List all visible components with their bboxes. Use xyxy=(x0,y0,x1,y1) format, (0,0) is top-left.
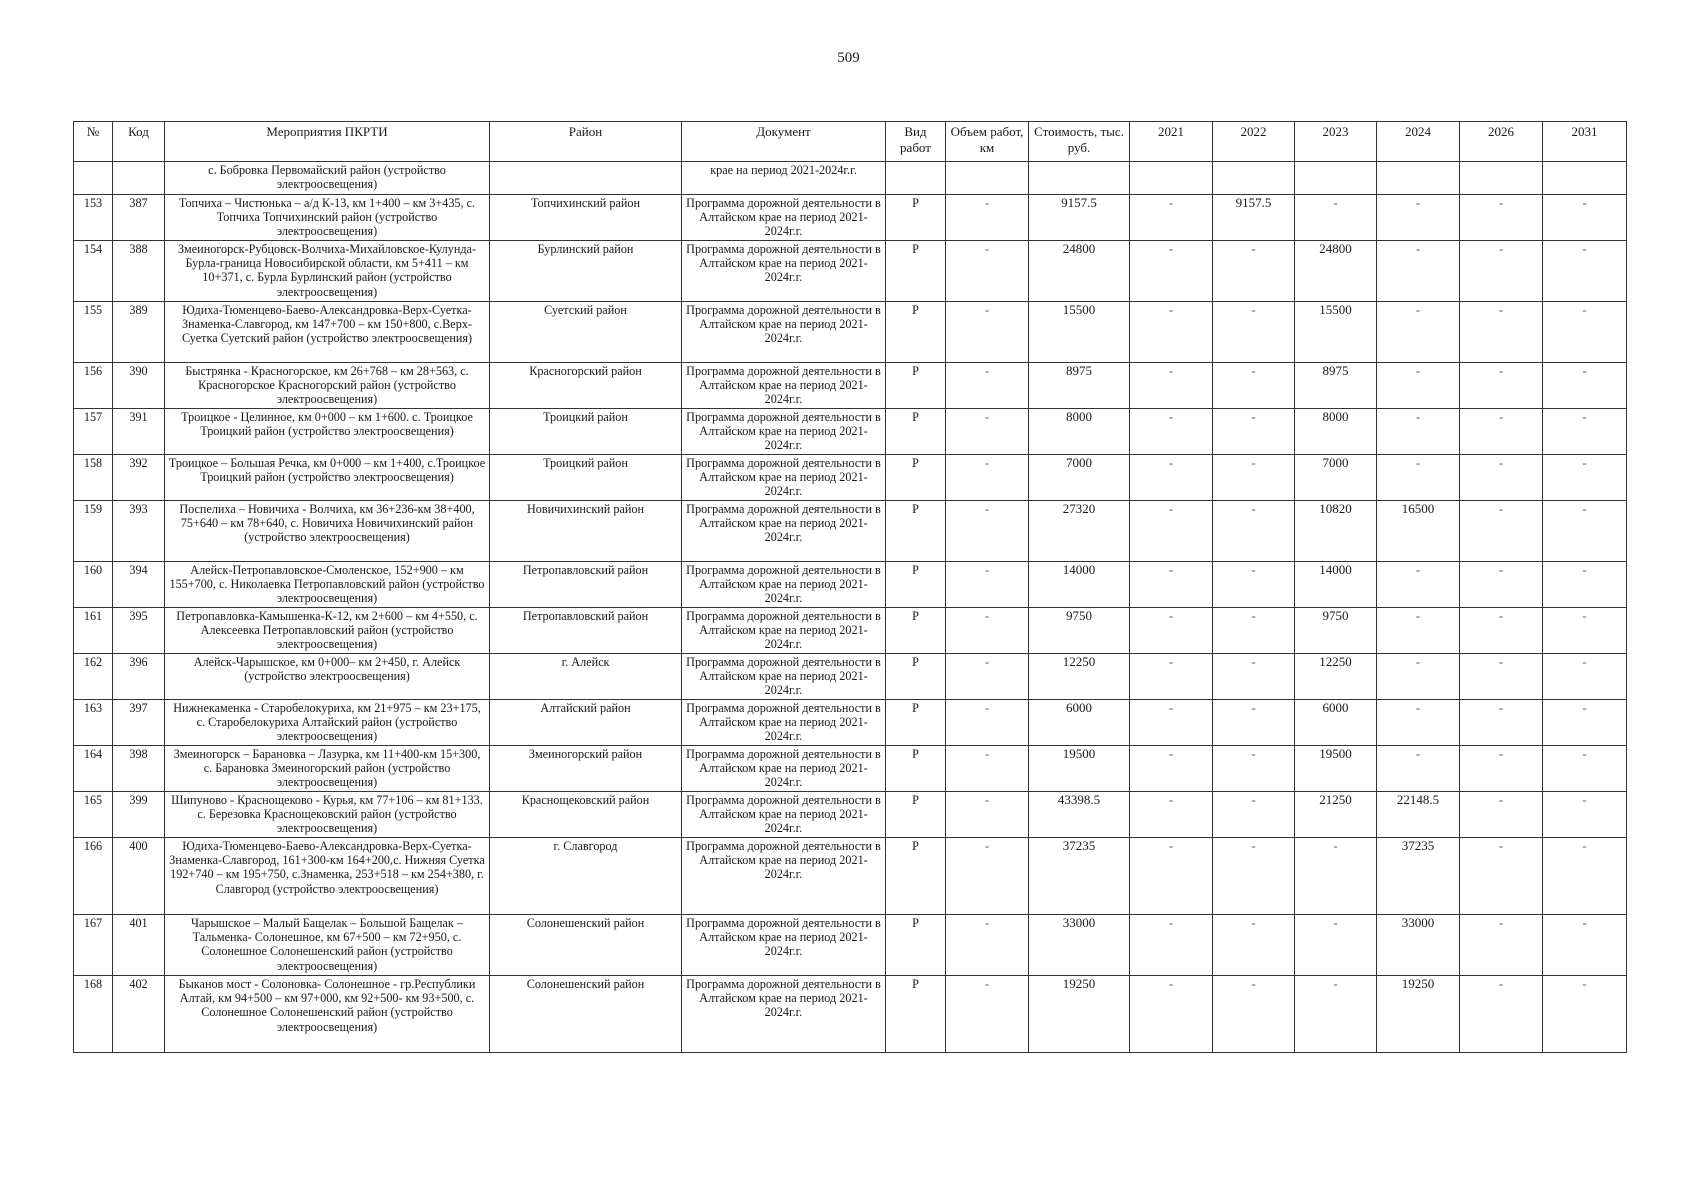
cell-event: Шипуново - Краснощеково - Курья, км 77+106 – км 81+133. с. Березовка Краснощековский район (устройство электроосвещения) xyxy=(165,792,490,838)
road-events-table xyxy=(73,121,1627,1053)
table-row xyxy=(74,195,1627,241)
header-no: № xyxy=(74,122,113,162)
table-row xyxy=(74,915,1627,976)
cell-cost: 9157.5 xyxy=(1029,195,1130,241)
table-body xyxy=(74,162,1627,1053)
cell-2023: 14000 xyxy=(1295,562,1377,608)
cell-district: г. Алейск xyxy=(490,654,682,700)
cell-no: 164 xyxy=(74,746,113,792)
cell-document: Программа дорожной деятельности в Алтайском крае на период 2021-2024г.г. xyxy=(682,654,886,700)
cell-2022: - xyxy=(1213,976,1295,1053)
table-row xyxy=(74,654,1627,700)
cell-2023 xyxy=(1295,162,1377,195)
cell-volume xyxy=(946,162,1029,195)
cell-2021: - xyxy=(1130,241,1213,302)
cell-type: Р xyxy=(886,976,946,1053)
header-2024: 2024 xyxy=(1377,122,1460,162)
cell-2024: - xyxy=(1377,409,1460,455)
cell-2031: - xyxy=(1543,241,1627,302)
cell-volume: - xyxy=(946,915,1029,976)
cell-volume: - xyxy=(946,608,1029,654)
cell-2023: 8000 xyxy=(1295,409,1377,455)
cell-cost: 8975 xyxy=(1029,363,1130,409)
cell-no: 166 xyxy=(74,838,113,915)
cell-cost: 27320 xyxy=(1029,501,1130,562)
cell-2031: - xyxy=(1543,363,1627,409)
cell-2031: - xyxy=(1543,700,1627,746)
cell-2021: - xyxy=(1130,409,1213,455)
cell-2021: - xyxy=(1130,700,1213,746)
header-code: Код xyxy=(113,122,165,162)
cell-volume: - xyxy=(946,562,1029,608)
cell-type: Р xyxy=(886,363,946,409)
cell-cost: 19250 xyxy=(1029,976,1130,1053)
cell-document: Программа дорожной деятельности в Алтайском крае на период 2021-2024г.г. xyxy=(682,608,886,654)
cell-2023: 10820 xyxy=(1295,501,1377,562)
cell-volume: - xyxy=(946,700,1029,746)
cell-district: г. Славгород xyxy=(490,838,682,915)
cell-type: Р xyxy=(886,915,946,976)
cell-2021: - xyxy=(1130,501,1213,562)
cell-2021: - xyxy=(1130,838,1213,915)
cell-2022: - xyxy=(1213,363,1295,409)
cell-2024: - xyxy=(1377,241,1460,302)
table-row xyxy=(74,302,1627,363)
cell-cost: 9750 xyxy=(1029,608,1130,654)
cell-code: 388 xyxy=(113,241,165,302)
cell-2023: 19500 xyxy=(1295,746,1377,792)
cell-2026 xyxy=(1460,162,1543,195)
cell-type: Р xyxy=(886,241,946,302)
cell-2022: - xyxy=(1213,241,1295,302)
cell-cost: 33000 xyxy=(1029,915,1130,976)
header-2021: 2021 xyxy=(1130,122,1213,162)
cell-event: Нижнекаменка - Старобелокуриха, км 21+975 – км 23+175, с. Старобелокуриха Алтайский район (устройство электроосвещения) xyxy=(165,700,490,746)
cell-2021: - xyxy=(1130,195,1213,241)
cell-2023: 21250 xyxy=(1295,792,1377,838)
header-volume: Объем работ, км xyxy=(946,122,1029,162)
cell-2023: 7000 xyxy=(1295,455,1377,501)
cell-2022: - xyxy=(1213,746,1295,792)
cell-code: 397 xyxy=(113,700,165,746)
cell-2026: - xyxy=(1460,792,1543,838)
cell-code: 391 xyxy=(113,409,165,455)
cell-2024: 33000 xyxy=(1377,915,1460,976)
cell-cost: 8000 xyxy=(1029,409,1130,455)
cell-district: Змеиногорский район xyxy=(490,746,682,792)
table-row xyxy=(74,838,1627,915)
cell-no: 160 xyxy=(74,562,113,608)
cell-code: 393 xyxy=(113,501,165,562)
header-event: Мероприятия ПКРТИ xyxy=(165,122,490,162)
cell-code: 400 xyxy=(113,838,165,915)
cell-document: крае на период 2021-2024г.г. xyxy=(682,162,886,195)
cell-2031: - xyxy=(1543,654,1627,700)
cell-2022: - xyxy=(1213,700,1295,746)
cell-2022: - xyxy=(1213,302,1295,363)
cell-2022: - xyxy=(1213,455,1295,501)
cell-document: Программа дорожной деятельности в Алтайском крае на период 2021-2024г.г. xyxy=(682,746,886,792)
cell-2021: - xyxy=(1130,363,1213,409)
cell-no: 156 xyxy=(74,363,113,409)
cell-type: Р xyxy=(886,195,946,241)
header-2023: 2023 xyxy=(1295,122,1377,162)
cell-2022 xyxy=(1213,162,1295,195)
cell-2024: - xyxy=(1377,746,1460,792)
table-row xyxy=(74,501,1627,562)
cell-event: Алейск-Чарышское, км 0+000– км 2+450, г. Алейск (устройство электроосвещения) xyxy=(165,654,490,700)
cell-district xyxy=(490,162,682,195)
cell-2031 xyxy=(1543,162,1627,195)
cell-2031: - xyxy=(1543,455,1627,501)
cell-no: 158 xyxy=(74,455,113,501)
cell-2024: - xyxy=(1377,302,1460,363)
cell-2023: 8975 xyxy=(1295,363,1377,409)
cell-event: Петропавловка-Камышенка-К-12, км 2+600 – км 4+550, с. Алексеевка Петропавловский район (устройство электроосвещения) xyxy=(165,608,490,654)
cell-type: Р xyxy=(886,654,946,700)
cell-2026: - xyxy=(1460,562,1543,608)
cell-document: Программа дорожной деятельности в Алтайском крае на период 2021-2024г.г. xyxy=(682,700,886,746)
cell-type: Р xyxy=(886,562,946,608)
cell-code xyxy=(113,162,165,195)
cell-no: 165 xyxy=(74,792,113,838)
cell-cost: 37235 xyxy=(1029,838,1130,915)
cell-2023: 24800 xyxy=(1295,241,1377,302)
cell-code: 401 xyxy=(113,915,165,976)
cell-volume: - xyxy=(946,363,1029,409)
cell-2026: - xyxy=(1460,746,1543,792)
cell-2031: - xyxy=(1543,915,1627,976)
cell-district: Петропавловский район xyxy=(490,562,682,608)
cell-2023: - xyxy=(1295,838,1377,915)
table-header xyxy=(74,122,1627,162)
cell-district: Петропавловский район xyxy=(490,608,682,654)
table-row xyxy=(74,746,1627,792)
cell-district: Солонешенский район xyxy=(490,915,682,976)
cell-cost: 12250 xyxy=(1029,654,1130,700)
cell-event: Поспелиха – Новичиха - Волчиха, км 36+236-км 38+400, 75+640 – км 78+640, с. Новичиха Новичихинский район (устройство электроосвещения) xyxy=(165,501,490,562)
cell-2031: - xyxy=(1543,302,1627,363)
cell-document: Программа дорожной деятельности в Алтайском крае на период 2021-2024г.г. xyxy=(682,501,886,562)
cell-2031: - xyxy=(1543,976,1627,1053)
cell-2023: - xyxy=(1295,915,1377,976)
cell-2026: - xyxy=(1460,501,1543,562)
table-row xyxy=(74,562,1627,608)
table-row xyxy=(74,976,1627,1053)
cell-2024: - xyxy=(1377,363,1460,409)
cell-code: 394 xyxy=(113,562,165,608)
header-2026: 2026 xyxy=(1460,122,1543,162)
cell-event: Быстрянка - Красногорское, км 26+768 – км 28+563, с. Красногорское Красногорский район (устройство электроосвещения) xyxy=(165,363,490,409)
cell-volume: - xyxy=(946,302,1029,363)
cell-event: Чарышское – Малый Бащелак – Большой Бащелак – Тальменка- Солонешное, км 67+500 – км 72+950, с. Солонешное Солонешенский район (устройство электроосвещения) xyxy=(165,915,490,976)
cell-2031: - xyxy=(1543,195,1627,241)
cell-2026: - xyxy=(1460,455,1543,501)
cell-type: Р xyxy=(886,792,946,838)
cell-2022: - xyxy=(1213,838,1295,915)
cell-volume: - xyxy=(946,501,1029,562)
cell-event: Змеиногорск – Барановка – Лазурка, км 11+400-км 15+300, с. Барановка Змеиногорский район (устройство электроосвещения) xyxy=(165,746,490,792)
cell-2021: - xyxy=(1130,915,1213,976)
cell-event: Быканов мост - Солоновка- Солонешное - гр.Республики Алтай, км 94+500 – км 97+000, км 92+500- км 93+500, с. Солонешное Солонешенский район (устройство электроосвещения) xyxy=(165,976,490,1053)
cell-document: Программа дорожной деятельности в Алтайском крае на период 2021-2024г.г. xyxy=(682,976,886,1053)
table-row xyxy=(74,608,1627,654)
cell-no: 167 xyxy=(74,915,113,976)
cell-2023: 12250 xyxy=(1295,654,1377,700)
cell-district: Суетский район xyxy=(490,302,682,363)
cell-type: Р xyxy=(886,608,946,654)
cell-2021 xyxy=(1130,162,1213,195)
cell-event: Троицкое - Целинное, км 0+000 – км 1+600. с. Троицкое Троицкий район (устройство электроосвещения) xyxy=(165,409,490,455)
cell-2024: 37235 xyxy=(1377,838,1460,915)
cell-code: 392 xyxy=(113,455,165,501)
cell-district: Солонешенский район xyxy=(490,976,682,1053)
cell-2024: - xyxy=(1377,455,1460,501)
cell-2024: - xyxy=(1377,700,1460,746)
cell-event: Юдиха-Тюменцево-Баево-Александровка-Верх-Суетка-Знаменка-Славгород, 161+300-км 164+200,с. Нижняя Суетка 192+740 – км 195+750, с.Знаменка, 253+518 – км 254+380, г. Славгород (устройство электроосвещения) xyxy=(165,838,490,915)
cell-2026: - xyxy=(1460,976,1543,1053)
cell-2021: - xyxy=(1130,455,1213,501)
cell-code: 395 xyxy=(113,608,165,654)
cell-document: Программа дорожной деятельности в Алтайском крае на период 2021-2024г.г. xyxy=(682,838,886,915)
cell-2024: - xyxy=(1377,195,1460,241)
cell-no: 168 xyxy=(74,976,113,1053)
cell-2024 xyxy=(1377,162,1460,195)
cell-2024: 16500 xyxy=(1377,501,1460,562)
cell-code: 389 xyxy=(113,302,165,363)
cell-2026: - xyxy=(1460,654,1543,700)
cell-2026: - xyxy=(1460,241,1543,302)
cell-volume: - xyxy=(946,409,1029,455)
cell-cost: 7000 xyxy=(1029,455,1130,501)
cell-volume: - xyxy=(946,792,1029,838)
cell-volume: - xyxy=(946,455,1029,501)
cell-2026: - xyxy=(1460,302,1543,363)
cell-2021: - xyxy=(1130,562,1213,608)
table-row xyxy=(74,363,1627,409)
cell-event: Алейск-Петропавловское-Смоленское, 152+900 – км 155+700, с. Николаевка Петропавловский район (устройство электроосвещения) xyxy=(165,562,490,608)
cell-2023: 9750 xyxy=(1295,608,1377,654)
cell-type xyxy=(886,162,946,195)
cell-volume: - xyxy=(946,976,1029,1053)
cell-no: 163 xyxy=(74,700,113,746)
cell-no: 161 xyxy=(74,608,113,654)
cell-2026: - xyxy=(1460,915,1543,976)
cell-type: Р xyxy=(886,409,946,455)
cell-cost: 24800 xyxy=(1029,241,1130,302)
cell-document: Программа дорожной деятельности в Алтайском крае на период 2021-2024г.г. xyxy=(682,195,886,241)
cell-2031: - xyxy=(1543,746,1627,792)
cell-district: Новичихинский район xyxy=(490,501,682,562)
header-row xyxy=(74,122,1627,162)
cell-2021: - xyxy=(1130,976,1213,1053)
table-row xyxy=(74,700,1627,746)
cell-event: Топчиха – Чистюнька – а/д К-13, км 1+400 – км 3+435, с. Топчиха Топчихинский район (устройство электроосвещения) xyxy=(165,195,490,241)
cell-document: Программа дорожной деятельности в Алтайском крае на период 2021-2024г.г. xyxy=(682,792,886,838)
cell-type: Р xyxy=(886,501,946,562)
cell-district: Топчихинский район xyxy=(490,195,682,241)
cell-2024: - xyxy=(1377,608,1460,654)
cell-2023: 6000 xyxy=(1295,700,1377,746)
cell-event: с. Бобровка Первомайский район (устройство электроосвещения) xyxy=(165,162,490,195)
cell-2022: - xyxy=(1213,915,1295,976)
cell-no: 162 xyxy=(74,654,113,700)
cell-2026: - xyxy=(1460,838,1543,915)
cell-document: Программа дорожной деятельности в Алтайском крае на период 2021-2024г.г. xyxy=(682,302,886,363)
cell-volume: - xyxy=(946,746,1029,792)
cell-district: Троицкий район xyxy=(490,409,682,455)
cell-2024: - xyxy=(1377,562,1460,608)
cell-2021: - xyxy=(1130,654,1213,700)
cell-2026: - xyxy=(1460,700,1543,746)
cell-2021: - xyxy=(1130,608,1213,654)
cell-2021: - xyxy=(1130,302,1213,363)
table-row-continuation xyxy=(74,162,1627,195)
cell-district: Алтайский район xyxy=(490,700,682,746)
cell-type: Р xyxy=(886,302,946,363)
table-row xyxy=(74,409,1627,455)
cell-2024: 22148.5 xyxy=(1377,792,1460,838)
cell-cost: 43398.5 xyxy=(1029,792,1130,838)
cell-document: Программа дорожной деятельности в Алтайском крае на период 2021-2024г.г. xyxy=(682,241,886,302)
cell-no: 155 xyxy=(74,302,113,363)
cell-2023: - xyxy=(1295,976,1377,1053)
cell-2022: - xyxy=(1213,501,1295,562)
cell-2031: - xyxy=(1543,562,1627,608)
cell-2021: - xyxy=(1130,792,1213,838)
cell-document: Программа дорожной деятельности в Алтайском крае на период 2021-2024г.г. xyxy=(682,915,886,976)
cell-2026: - xyxy=(1460,409,1543,455)
table-row xyxy=(74,792,1627,838)
cell-2031: - xyxy=(1543,409,1627,455)
cell-district: Троицкий район xyxy=(490,455,682,501)
cell-type: Р xyxy=(886,838,946,915)
cell-event: Троицкое – Большая Речка, км 0+000 – км 1+400, с.Троицкое Троицкий район (устройство электроосвещения) xyxy=(165,455,490,501)
cell-no: 157 xyxy=(74,409,113,455)
cell-code: 402 xyxy=(113,976,165,1053)
cell-cost: 15500 xyxy=(1029,302,1130,363)
cell-code: 390 xyxy=(113,363,165,409)
cell-2026: - xyxy=(1460,363,1543,409)
table-row xyxy=(74,241,1627,302)
cell-2023: - xyxy=(1295,195,1377,241)
cell-code: 396 xyxy=(113,654,165,700)
cell-2022: - xyxy=(1213,409,1295,455)
cell-2022: 9157.5 xyxy=(1213,195,1295,241)
cell-2024: - xyxy=(1377,654,1460,700)
cell-code: 399 xyxy=(113,792,165,838)
cell-no: 159 xyxy=(74,501,113,562)
cell-2022: - xyxy=(1213,792,1295,838)
cell-volume: - xyxy=(946,654,1029,700)
page-number: 509 xyxy=(837,50,860,66)
cell-cost xyxy=(1029,162,1130,195)
header-type: Вид работ xyxy=(886,122,946,162)
cell-event: Змеиногорск-Рубцовск-Волчиха-Михайловское-Кулунда-Бурла-граница Новосибирской области, км 5+411 – км 10+371, с. Бурла Бурлинский район (устройство электроосвещения) xyxy=(165,241,490,302)
cell-code: 387 xyxy=(113,195,165,241)
header-district: Район xyxy=(490,122,682,162)
cell-no: 153 xyxy=(74,195,113,241)
cell-2031: - xyxy=(1543,792,1627,838)
cell-no: 154 xyxy=(74,241,113,302)
cell-document: Программа дорожной деятельности в Алтайском крае на период 2021-2024г.г. xyxy=(682,562,886,608)
cell-type: Р xyxy=(886,455,946,501)
table-row xyxy=(74,455,1627,501)
header-2031: 2031 xyxy=(1543,122,1627,162)
cell-volume: - xyxy=(946,838,1029,915)
cell-2026: - xyxy=(1460,195,1543,241)
cell-no xyxy=(74,162,113,195)
cell-2026: - xyxy=(1460,608,1543,654)
cell-2031: - xyxy=(1543,501,1627,562)
cell-event: Юдиха-Тюменцево-Баево-Александровка-Верх-Суетка-Знаменка-Славгород, км 147+700 – км 150+800, с.Верх-Суетка Суетский район (устройство электроосвещения) xyxy=(165,302,490,363)
cell-document: Программа дорожной деятельности в Алтайском крае на период 2021-2024г.г. xyxy=(682,455,886,501)
cell-volume: - xyxy=(946,241,1029,302)
cell-volume: - xyxy=(946,195,1029,241)
cell-cost: 6000 xyxy=(1029,700,1130,746)
cell-code: 398 xyxy=(113,746,165,792)
cell-2031: - xyxy=(1543,838,1627,915)
cell-2024: 19250 xyxy=(1377,976,1460,1053)
cell-document: Программа дорожной деятельности в Алтайском крае на период 2021-2024г.г. xyxy=(682,409,886,455)
cell-cost: 14000 xyxy=(1029,562,1130,608)
header-document: Документ xyxy=(682,122,886,162)
cell-district: Краснощековский район xyxy=(490,792,682,838)
cell-document: Программа дорожной деятельности в Алтайском крае на период 2021-2024г.г. xyxy=(682,363,886,409)
cell-type: Р xyxy=(886,746,946,792)
cell-2022: - xyxy=(1213,608,1295,654)
cell-cost: 19500 xyxy=(1029,746,1130,792)
cell-2023: 15500 xyxy=(1295,302,1377,363)
cell-district: Бурлинский район xyxy=(490,241,682,302)
cell-2021: - xyxy=(1130,746,1213,792)
cell-2022: - xyxy=(1213,562,1295,608)
cell-district: Красногорский район xyxy=(490,363,682,409)
cell-type: Р xyxy=(886,700,946,746)
header-2022: 2022 xyxy=(1213,122,1295,162)
cell-2031: - xyxy=(1543,608,1627,654)
cell-2022: - xyxy=(1213,654,1295,700)
header-cost: Стоимость, тыс. руб. xyxy=(1029,122,1130,162)
